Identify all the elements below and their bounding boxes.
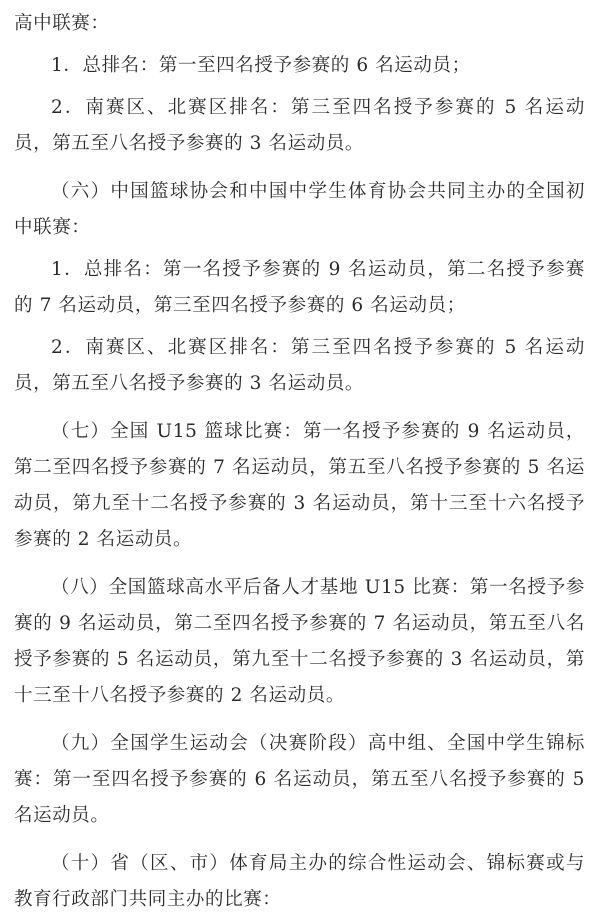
paragraph-junior-division-ranking: 2．南赛区、北赛区排名：第三至四名授予参赛的 5 名运动员，第五至八名授予参赛的 3 名运动员。 bbox=[14, 337, 585, 394]
paragraph-high-school-league-heading: 高中联赛： bbox=[14, 13, 110, 34]
paragraph-section-10: （十）省（区、市）体育局主办的综合性运动会、锦标赛或与教育行政部门共同主办的比赛： bbox=[14, 853, 585, 910]
paragraph-division-ranking: 2．南赛区、北赛区排名：第三至四名授予参赛的 5 名运动员，第五至八名授予参赛的 3 名运动员。 bbox=[14, 97, 585, 154]
paragraph-section-9: （九）全国学生运动会（决赛阶段）高中组、全国中学生锦标赛：第一至四名授予参赛的 6 名运动员，第五至八名授予参赛的 5 名运动员。 bbox=[14, 733, 585, 826]
paragraph-section-6: （六）中国篮球协会和中国中学生体育协会共同主办的全国初中联赛： bbox=[14, 181, 585, 238]
paragraph-total-ranking: 1．总排名：第一至四名授予参赛的 6 名运动员； bbox=[51, 55, 471, 76]
paragraph-junior-total-ranking: 1．总排名：第一名授予参赛的 9 名运动员，第二名授予参赛的 7 名运动员，第三至四名授予参赛的 6 名运动员； bbox=[14, 259, 585, 316]
paragraph-section-7: （七）全国 U15 篮球比赛：第一名授予参赛的 9 名运动员，第二至四名授予参赛的 7 名运动员，第五至八名授予参赛的 5 名运动员，第九至十二名授予参赛的 3 名运动员，第十三至十六名授予参赛的 2 名运动员。 bbox=[14, 421, 585, 550]
paragraph-section-8: （八）全国篮球高水平后备人才基地 U15 比赛：第一名授予参赛的 9 名运动员，第二至四名授予参赛的 7 名运动员，第五至八名授予参赛的 5 名运动员，第九至十二名授予参赛的 3 名运动员，第十三至十八名授予参赛的 2 名运动员。 bbox=[14, 577, 585, 706]
